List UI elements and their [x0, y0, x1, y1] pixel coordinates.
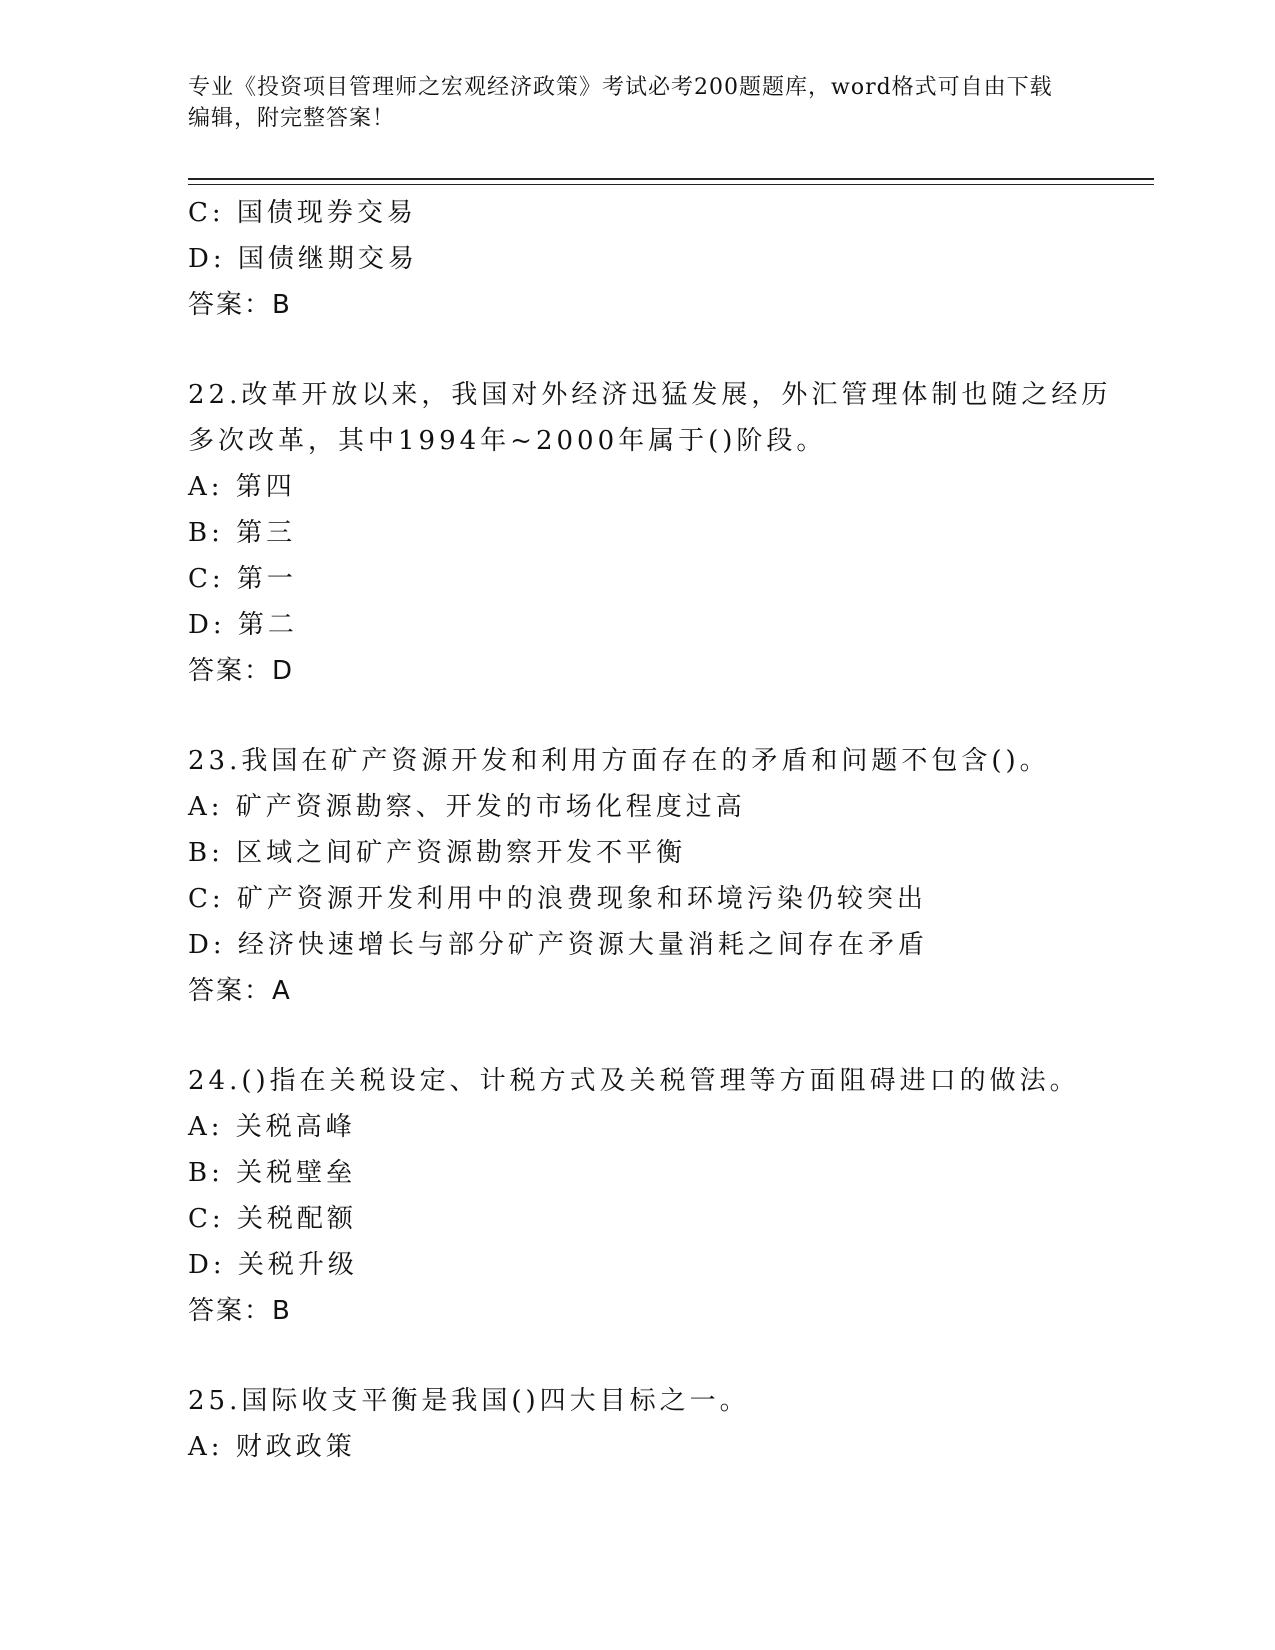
q25-text: 25.国际收支平衡是我国()四大目标之一。 [188, 1386, 750, 1416]
prev-option-d: D: 国债继期交易 [188, 244, 418, 274]
q22-text-line1: 22.改革开放以来，我国对外经济迅猛发展，外汇管理体制也随之经历 [188, 380, 1112, 410]
q22-text-line2: 多次改革，其中1994年~2000年属于()阶段。 [188, 426, 827, 456]
q23-option-b: B: 区域之间矿产资源勘察开发不平衡 [188, 838, 687, 868]
q23-answer: 答案：A [188, 976, 292, 1006]
q25-option-a: A: 财政政策 [188, 1432, 356, 1462]
q22-option-d: D: 第二 [188, 610, 298, 640]
q24-text: 24.()指在关税设定、计税方式及关税管理等方面阻碍进口的做法。 [188, 1066, 1080, 1096]
header-title: 专业《投资项目管理师之宏观经济政策》考试必考200题题库，word格式可自由下载编辑，附完整答案！ [188, 75, 1053, 131]
q24-answer: 答案：B [188, 1296, 292, 1326]
q24-option-c: C: 关税配额 [188, 1204, 357, 1234]
q22-option-c: C: 第一 [188, 564, 297, 594]
document-body [188, 190, 1154, 1470]
q24-option-d: D: 关税升级 [188, 1250, 358, 1280]
document-header [188, 72, 1068, 134]
q24-option-b: B: 关税壁垒 [188, 1158, 357, 1188]
q23-text: 23.我国在矿产资源开发和利用方面存在的矛盾和问题不包含()。 [188, 746, 1050, 776]
prev-option-c: C: 国债现券交易 [188, 198, 417, 228]
prev-answer: 答案：B [188, 290, 292, 320]
header-rule-thick [188, 178, 1154, 180]
q22-option-a: A: 第四 [188, 472, 296, 502]
q22-answer: 答案：D [188, 656, 295, 686]
q23-option-d: D: 经济快速增长与部分矿产资源大量消耗之间存在矛盾 [188, 930, 928, 960]
q24-option-a: A: 关税高峰 [188, 1112, 356, 1142]
q22-option-b: B: 第三 [188, 518, 297, 548]
header-rule-thin [188, 184, 1154, 185]
q23-option-c: C: 矿产资源开发利用中的浪费现象和环境污染仍较突出 [188, 884, 927, 914]
q23-option-a: A: 矿产资源勘察、开发的市场化程度过高 [188, 792, 746, 822]
